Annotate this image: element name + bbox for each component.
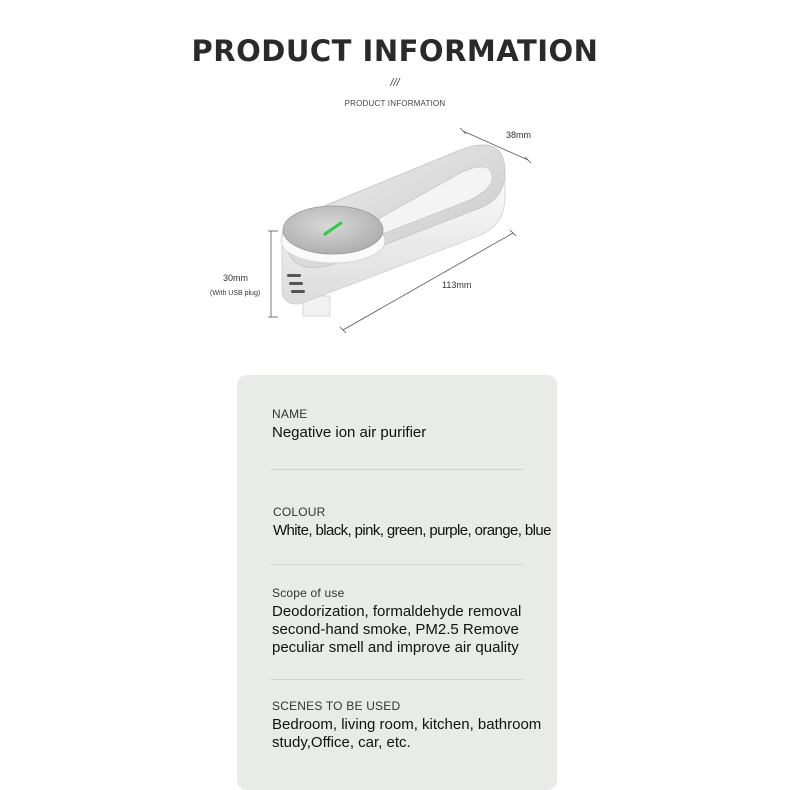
height-label: 30mm <box>223 273 249 283</box>
name-value: Negative ion air purifier <box>272 424 427 441</box>
scope-label: Scope of use <box>272 586 345 600</box>
page-subtitle: PRODUCT INFORMATION <box>344 99 446 108</box>
scope-line: second-hand smoke, PM2.5 Remove <box>272 621 519 638</box>
divider <box>271 564 524 565</box>
scenes-line: Bedroom, living room, kitchen, bathroom <box>272 716 542 733</box>
divider <box>271 469 524 470</box>
height-note: (With USB plug) <box>210 290 261 297</box>
colour-value: White, black, pink, green, purple, orange, blue <box>273 522 551 539</box>
scenes-line: study,Office, car, etc. <box>272 734 411 751</box>
product-illustration <box>200 120 560 340</box>
scope-line: Deodorization, formaldehyde removal <box>272 603 522 620</box>
length-label: 113mm <box>442 280 472 290</box>
page-title: PRODUCT INFORMATION <box>191 34 599 68</box>
height-dimension-line <box>268 231 278 317</box>
scenes-label: SCENES TO BE USED <box>272 699 401 713</box>
decorative-slashes: /// <box>390 77 400 89</box>
divider <box>271 679 524 680</box>
colour-label: COLOUR <box>273 505 326 519</box>
depth-label: 38mm <box>506 130 532 140</box>
name-label: NAME <box>272 407 308 421</box>
scope-line: peculiar smell and improve air quality <box>272 639 519 656</box>
